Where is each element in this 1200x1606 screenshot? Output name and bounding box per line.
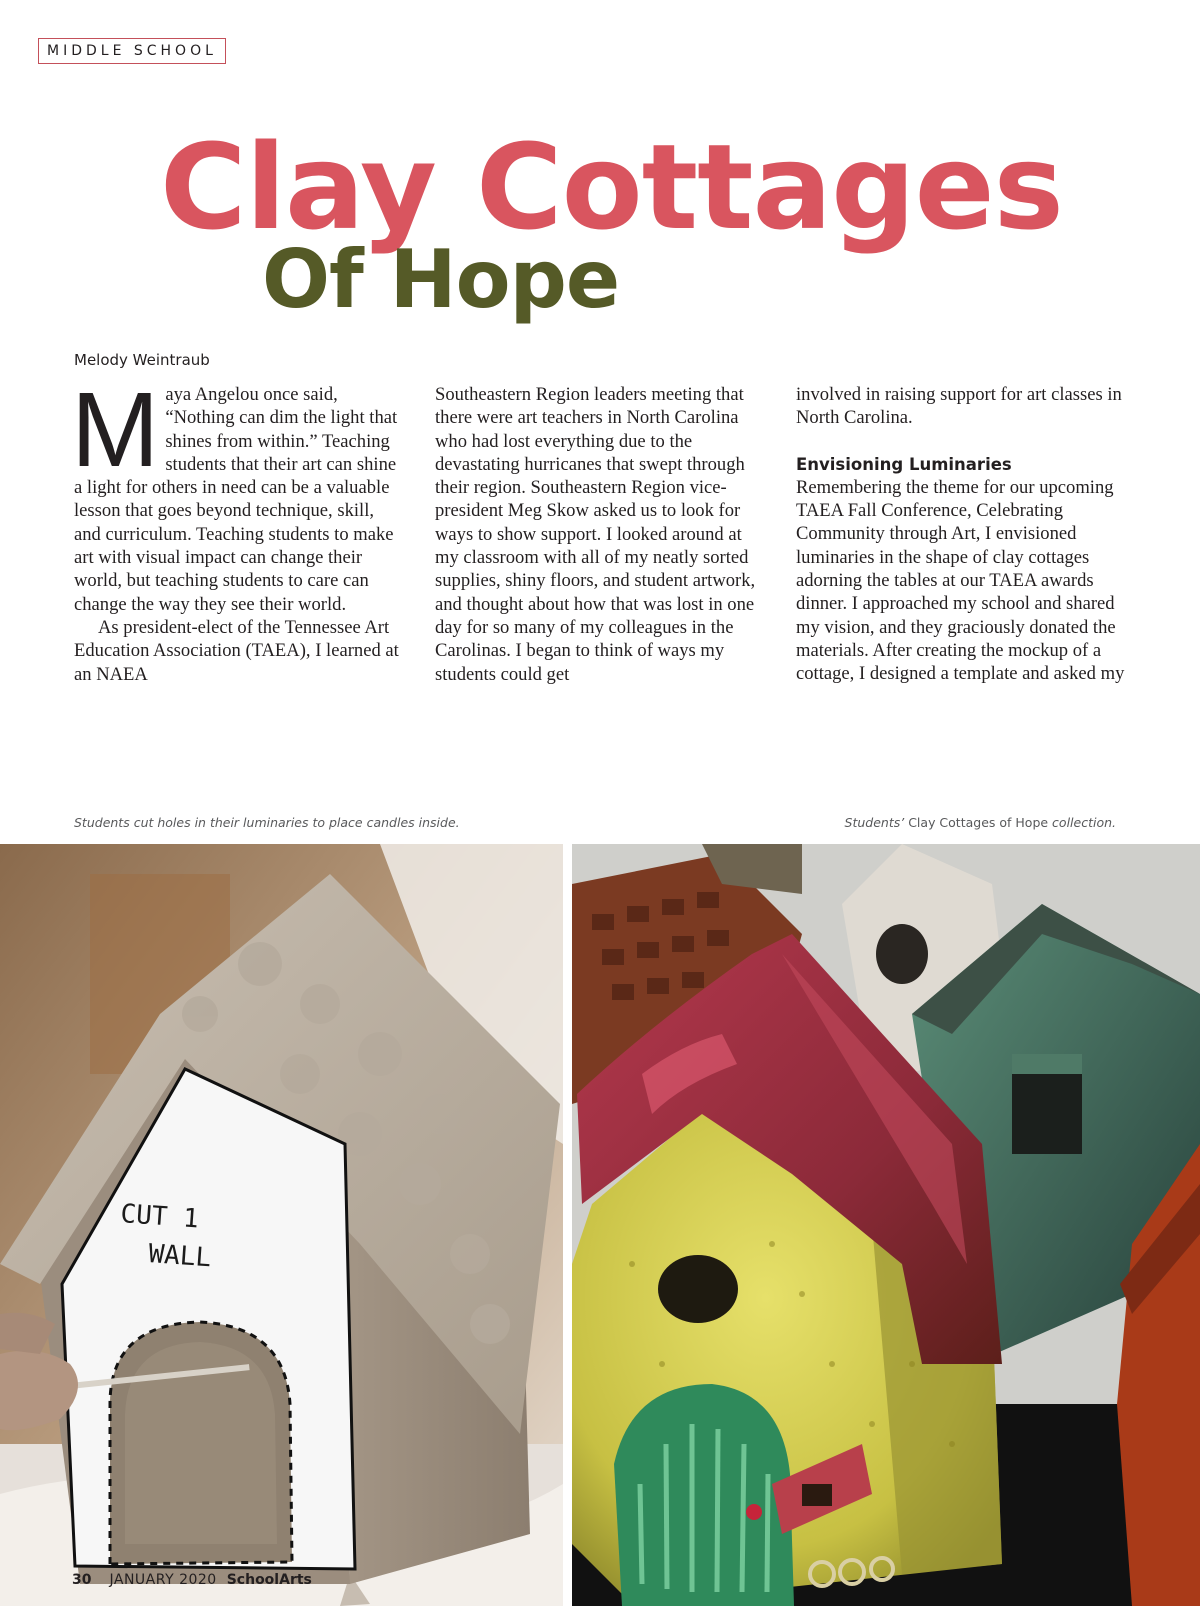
paragraph: aya Angelou once said, “Nothing can dim the light that shines from within.” Teaching students that their art can shine a light for others in need can be a valuable lesson that goes beyond technique, skill, and curriculum. Teaching students to make art with visual impact can change their world, but teaching students to care can change the way they see their world.	[74, 384, 398, 615]
photo-cottage-collection	[572, 844, 1200, 1606]
section-subhead: Envisioning Luminaries	[796, 454, 1012, 474]
article-subtitle: Of Hope	[262, 233, 620, 326]
magazine-name: SchoolArts	[226, 1572, 312, 1588]
template-text-line1: CUT 1	[119, 1199, 200, 1235]
photo-caption-right	[845, 815, 1116, 830]
page-footer	[72, 1572, 312, 1588]
issue-date: JANUARY 2020	[109, 1572, 217, 1588]
paragraph: As president-elect of the Tennessee Art Education Association (TAEA), I learned at an NAEA	[74, 616, 399, 685]
photo-caption-left: Students cut holes in their luminaries to place candles inside.	[74, 815, 460, 830]
caption-collection-title: Clay Cottages of Hope	[908, 815, 1049, 830]
section-tag: MIDDLE SCHOOL	[38, 38, 226, 64]
page-number: 30	[72, 1572, 92, 1588]
photo-clay-cottage-template	[0, 844, 563, 1606]
caption-text: Students’	[844, 815, 909, 830]
paragraph: Southeastern Region leaders meeting that there were art teachers in North Carolina who had lost everything due to the devastating hurricanes that swept through their region. Southeastern Region vice-president Meg Skow asked us to look for ways to show support. I looked around at my classroom with all of my neatly sorted supplies, shiny floors, and student artwork, and thought about how that was lost in one day for so many of my colleagues in the Carolinas. I began to think of ways my students could get	[435, 384, 756, 685]
article-column-3	[796, 383, 1126, 686]
drop-cap: M	[71, 371, 160, 489]
article-column-1	[71, 371, 404, 686]
byline: Melody Weintraub	[74, 351, 210, 369]
paragraph: Remembering the theme for our upcoming TAEA Fall Conference, Celebrating Community through Art, I envisioned luminaries in the shape of clay cottages adorning the tables at our TAEA awards dinner. I approached my school and shared my vision, and they graciously donated the materials. After creating the mockup of a cottage, I designed a template and asked my	[796, 476, 1125, 685]
caption-text: collection.	[1048, 815, 1116, 830]
paragraph: involved in raising support for art classes in North Carolina.	[796, 384, 1122, 429]
article-column-2	[435, 383, 765, 686]
article-title: Clay Cottages	[160, 118, 1063, 256]
template-text-line2: WALL	[147, 1239, 213, 1274]
